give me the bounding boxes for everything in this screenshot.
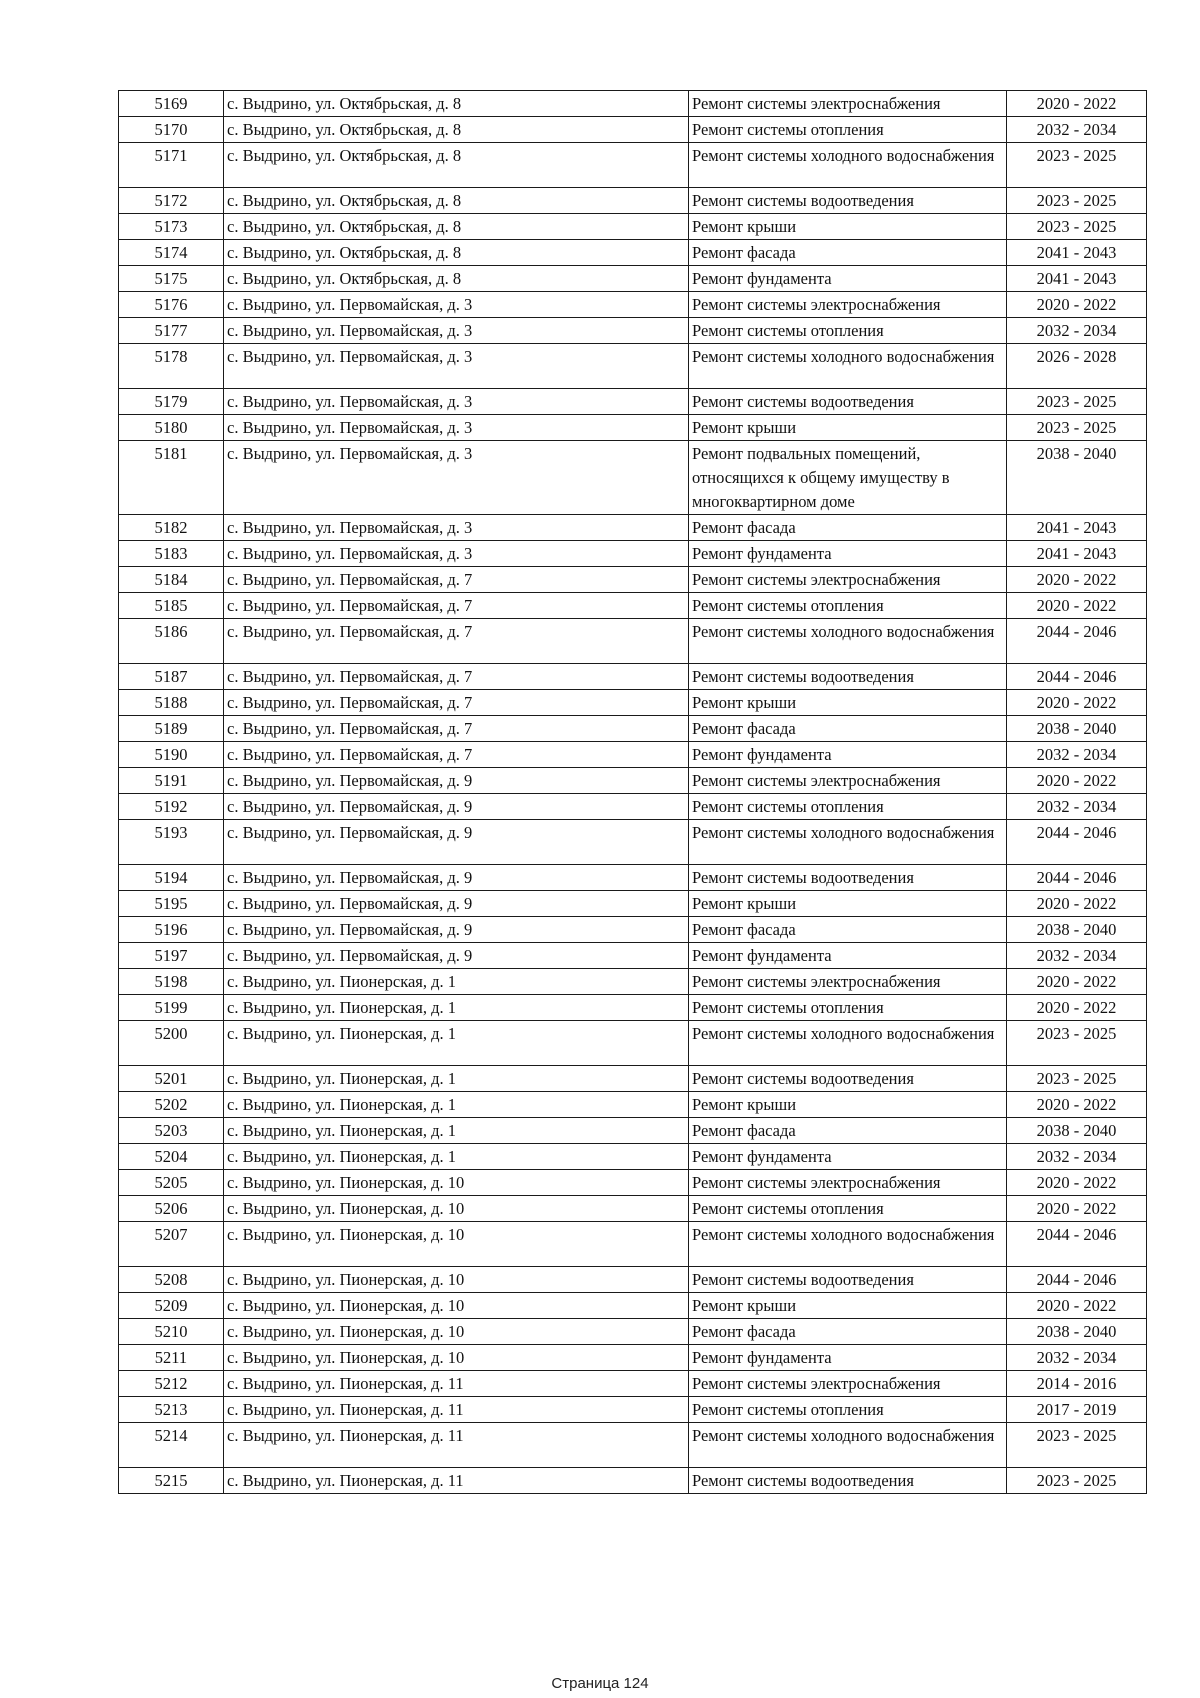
work-type-cell: Ремонт системы отопления (689, 995, 1007, 1021)
work-type-cell: Ремонт фасада (689, 1118, 1007, 1144)
period-cell: 2020 - 2022 (1007, 690, 1147, 716)
period-cell: 2044 - 2046 (1007, 1267, 1147, 1293)
period-cell: 2017 - 2019 (1007, 1397, 1147, 1423)
row-number-cell: 5206 (119, 1196, 224, 1222)
address-cell: с. Выдрино, ул. Октябрьская, д. 8 (224, 266, 689, 292)
row-number-cell: 5182 (119, 515, 224, 541)
period-cell: 2032 - 2034 (1007, 1144, 1147, 1170)
period-cell: 2032 - 2034 (1007, 318, 1147, 344)
period-cell: 2044 - 2046 (1007, 619, 1147, 664)
row-number-cell: 5194 (119, 865, 224, 891)
row-number-cell: 5211 (119, 1345, 224, 1371)
address-cell: с. Выдрино, ул. Первомайская, д. 9 (224, 768, 689, 794)
address-cell: с. Выдрино, ул. Пионерская, д. 1 (224, 1144, 689, 1170)
table-row (119, 917, 1147, 943)
work-type-cell: Ремонт фундамента (689, 943, 1007, 969)
work-type-cell: Ремонт фундамента (689, 266, 1007, 292)
address-cell: с. Выдрино, ул. Пионерская, д. 11 (224, 1371, 689, 1397)
period-cell: 2041 - 2043 (1007, 240, 1147, 266)
address-cell: с. Выдрино, ул. Первомайская, д. 9 (224, 891, 689, 917)
row-number-cell: 5183 (119, 541, 224, 567)
work-type-cell: Ремонт крыши (689, 214, 1007, 240)
address-cell: с. Выдрино, ул. Первомайская, д. 3 (224, 344, 689, 389)
row-number-cell: 5202 (119, 1092, 224, 1118)
table-row (119, 690, 1147, 716)
work-type-cell: Ремонт фундамента (689, 1345, 1007, 1371)
row-number-cell: 5214 (119, 1423, 224, 1468)
table-row (119, 794, 1147, 820)
address-cell: с. Выдрино, ул. Пионерская, д. 11 (224, 1397, 689, 1423)
work-type-cell: Ремонт фасада (689, 917, 1007, 943)
address-cell: с. Выдрино, ул. Первомайская, д. 3 (224, 318, 689, 344)
address-cell: с. Выдрино, ул. Пионерская, д. 10 (224, 1170, 689, 1196)
work-type-cell: Ремонт фасада (689, 515, 1007, 541)
row-number-cell: 5177 (119, 318, 224, 344)
address-cell: с. Выдрино, ул. Первомайская, д. 7 (224, 664, 689, 690)
address-cell: с. Выдрино, ул. Первомайская, д. 3 (224, 441, 689, 515)
period-cell: 2041 - 2043 (1007, 541, 1147, 567)
period-cell: 2020 - 2022 (1007, 91, 1147, 117)
work-type-cell: Ремонт системы холодного водоснабжения (689, 143, 1007, 188)
period-cell: 2023 - 2025 (1007, 143, 1147, 188)
address-cell: с. Выдрино, ул. Первомайская, д. 3 (224, 415, 689, 441)
page-number: Страница 124 (551, 1675, 649, 1692)
table-row (119, 943, 1147, 969)
table-row (119, 664, 1147, 690)
work-type-cell: Ремонт крыши (689, 891, 1007, 917)
period-cell: 2038 - 2040 (1007, 1118, 1147, 1144)
table-row (119, 1423, 1147, 1468)
work-type-cell: Ремонт системы холодного водоснабжения (689, 1021, 1007, 1066)
row-number-cell: 5191 (119, 768, 224, 794)
table-row (119, 415, 1147, 441)
address-cell: с. Выдрино, ул. Пионерская, д. 10 (224, 1319, 689, 1345)
period-cell: 2020 - 2022 (1007, 768, 1147, 794)
address-cell: с. Выдрино, ул. Первомайская, д. 7 (224, 593, 689, 619)
table-row (119, 214, 1147, 240)
table-row (119, 567, 1147, 593)
period-cell: 2044 - 2046 (1007, 820, 1147, 865)
period-cell: 2032 - 2034 (1007, 742, 1147, 768)
period-cell: 2026 - 2028 (1007, 344, 1147, 389)
row-number-cell: 5193 (119, 820, 224, 865)
address-cell: с. Выдрино, ул. Пионерская, д. 1 (224, 1118, 689, 1144)
address-cell: с. Выдрино, ул. Пионерская, д. 1 (224, 1066, 689, 1092)
work-type-cell: Ремонт системы отопления (689, 1196, 1007, 1222)
work-type-cell: Ремонт системы водоотведения (689, 188, 1007, 214)
row-number-cell: 5189 (119, 716, 224, 742)
period-cell: 2032 - 2034 (1007, 794, 1147, 820)
work-type-cell: Ремонт системы отопления (689, 1397, 1007, 1423)
period-cell: 2023 - 2025 (1007, 214, 1147, 240)
table-row (119, 91, 1147, 117)
address-cell: с. Выдрино, ул. Пионерская, д. 10 (224, 1345, 689, 1371)
row-number-cell: 5184 (119, 567, 224, 593)
row-number-cell: 5178 (119, 344, 224, 389)
work-type-cell: Ремонт системы электроснабжения (689, 1371, 1007, 1397)
address-cell: с. Выдрино, ул. Октябрьская, д. 8 (224, 240, 689, 266)
row-number-cell: 5210 (119, 1319, 224, 1345)
row-number-cell: 5181 (119, 441, 224, 515)
row-number-cell: 5215 (119, 1468, 224, 1494)
period-cell: 2041 - 2043 (1007, 266, 1147, 292)
address-cell: с. Выдрино, ул. Октябрьская, д. 8 (224, 188, 689, 214)
address-cell: с. Выдрино, ул. Первомайская, д. 9 (224, 917, 689, 943)
work-type-cell: Ремонт системы водоотведения (689, 389, 1007, 415)
address-cell: с. Выдрино, ул. Первомайская, д. 9 (224, 943, 689, 969)
table-row (119, 515, 1147, 541)
row-number-cell: 5187 (119, 664, 224, 690)
period-cell: 2038 - 2040 (1007, 441, 1147, 515)
row-number-cell: 5175 (119, 266, 224, 292)
address-cell: с. Выдрино, ул. Пионерская, д. 1 (224, 995, 689, 1021)
row-number-cell: 5209 (119, 1293, 224, 1319)
table-row (119, 188, 1147, 214)
table-row (119, 541, 1147, 567)
period-cell: 2023 - 2025 (1007, 1468, 1147, 1494)
address-cell: с. Выдрино, ул. Первомайская, д. 7 (224, 567, 689, 593)
table-row (119, 1371, 1147, 1397)
table-row (119, 1267, 1147, 1293)
work-type-cell: Ремонт системы электроснабжения (689, 768, 1007, 794)
address-cell: с. Выдрино, ул. Пионерская, д. 1 (224, 969, 689, 995)
work-type-cell: Ремонт крыши (689, 1092, 1007, 1118)
row-number-cell: 5186 (119, 619, 224, 664)
period-cell: 2032 - 2034 (1007, 943, 1147, 969)
address-cell: с. Выдрино, ул. Пионерская, д. 10 (224, 1293, 689, 1319)
period-cell: 2020 - 2022 (1007, 1170, 1147, 1196)
work-type-cell: Ремонт системы отопления (689, 593, 1007, 619)
table-row (119, 865, 1147, 891)
period-cell: 2041 - 2043 (1007, 515, 1147, 541)
row-number-cell: 5196 (119, 917, 224, 943)
table-row (119, 1118, 1147, 1144)
work-type-cell: Ремонт системы водоотведения (689, 664, 1007, 690)
address-cell: с. Выдрино, ул. Первомайская, д. 7 (224, 742, 689, 768)
work-type-cell: Ремонт фундамента (689, 541, 1007, 567)
row-number-cell: 5171 (119, 143, 224, 188)
row-number-cell: 5176 (119, 292, 224, 318)
work-type-cell: Ремонт системы холодного водоснабжения (689, 1222, 1007, 1267)
address-cell: с. Выдрино, ул. Пионерская, д. 1 (224, 1021, 689, 1066)
row-number-cell: 5207 (119, 1222, 224, 1267)
period-cell: 2038 - 2040 (1007, 716, 1147, 742)
table-row (119, 593, 1147, 619)
table-row (119, 1319, 1147, 1345)
row-number-cell: 5213 (119, 1397, 224, 1423)
row-number-cell: 5200 (119, 1021, 224, 1066)
period-cell: 2032 - 2034 (1007, 117, 1147, 143)
table-row (119, 716, 1147, 742)
period-cell: 2023 - 2025 (1007, 188, 1147, 214)
table-row (119, 1397, 1147, 1423)
period-cell: 2038 - 2040 (1007, 917, 1147, 943)
table-row (119, 1144, 1147, 1170)
period-cell: 2020 - 2022 (1007, 969, 1147, 995)
table-row (119, 1066, 1147, 1092)
work-type-cell: Ремонт системы холодного водоснабжения (689, 344, 1007, 389)
row-number-cell: 5212 (119, 1371, 224, 1397)
table-row (119, 240, 1147, 266)
work-type-cell: Ремонт системы холодного водоснабжения (689, 1423, 1007, 1468)
table-row (119, 1196, 1147, 1222)
period-cell: 2023 - 2025 (1007, 415, 1147, 441)
row-number-cell: 5201 (119, 1066, 224, 1092)
address-cell: с. Выдрино, ул. Октябрьская, д. 8 (224, 117, 689, 143)
work-type-cell: Ремонт крыши (689, 1293, 1007, 1319)
address-cell: с. Выдрино, ул. Октябрьская, д. 8 (224, 214, 689, 240)
table-row (119, 318, 1147, 344)
address-cell: с. Выдрино, ул. Пионерская, д. 10 (224, 1196, 689, 1222)
period-cell: 2023 - 2025 (1007, 1423, 1147, 1468)
row-number-cell: 5197 (119, 943, 224, 969)
work-type-cell: Ремонт фундамента (689, 1144, 1007, 1170)
table-row (119, 969, 1147, 995)
row-number-cell: 5208 (119, 1267, 224, 1293)
table-row (119, 1345, 1147, 1371)
period-cell: 2020 - 2022 (1007, 593, 1147, 619)
address-cell: с. Выдрино, ул. Первомайская, д. 9 (224, 865, 689, 891)
row-number-cell: 5172 (119, 188, 224, 214)
row-number-cell: 5179 (119, 389, 224, 415)
table-row (119, 1021, 1147, 1066)
table-body (119, 91, 1147, 1494)
work-type-cell: Ремонт системы отопления (689, 117, 1007, 143)
address-cell: с. Выдрино, ул. Октябрьская, д. 8 (224, 143, 689, 188)
address-cell: с. Выдрино, ул. Первомайская, д. 7 (224, 716, 689, 742)
period-cell: 2020 - 2022 (1007, 1092, 1147, 1118)
address-cell: с. Выдрино, ул. Первомайская, д. 3 (224, 541, 689, 567)
work-type-cell: Ремонт системы водоотведения (689, 1267, 1007, 1293)
period-cell: 2023 - 2025 (1007, 389, 1147, 415)
table-row (119, 143, 1147, 188)
period-cell: 2020 - 2022 (1007, 1196, 1147, 1222)
address-cell: с. Выдрино, ул. Пионерская, д. 1 (224, 1092, 689, 1118)
row-number-cell: 5173 (119, 214, 224, 240)
work-type-cell: Ремонт крыши (689, 690, 1007, 716)
period-cell: 2032 - 2034 (1007, 1345, 1147, 1371)
table-row (119, 389, 1147, 415)
work-type-cell: Ремонт системы отопления (689, 794, 1007, 820)
period-cell: 2044 - 2046 (1007, 865, 1147, 891)
work-type-cell: Ремонт фасада (689, 1319, 1007, 1345)
period-cell: 2044 - 2046 (1007, 1222, 1147, 1267)
row-number-cell: 5195 (119, 891, 224, 917)
address-cell: с. Выдрино, ул. Первомайская, д. 7 (224, 690, 689, 716)
work-type-cell: Ремонт фасада (689, 240, 1007, 266)
row-number-cell: 5170 (119, 117, 224, 143)
table-row (119, 1293, 1147, 1319)
address-cell: с. Выдрино, ул. Первомайская, д. 9 (224, 794, 689, 820)
work-type-cell: Ремонт системы водоотведения (689, 1066, 1007, 1092)
address-cell: с. Выдрино, ул. Пионерская, д. 10 (224, 1267, 689, 1293)
table-row (119, 441, 1147, 515)
table-row (119, 619, 1147, 664)
work-type-cell: Ремонт фасада (689, 716, 1007, 742)
period-cell: 2023 - 2025 (1007, 1066, 1147, 1092)
work-type-cell: Ремонт крыши (689, 415, 1007, 441)
address-cell: с. Выдрино, ул. Пионерская, д. 11 (224, 1423, 689, 1468)
row-number-cell: 5192 (119, 794, 224, 820)
period-cell: 2020 - 2022 (1007, 891, 1147, 917)
period-cell: 2020 - 2022 (1007, 292, 1147, 318)
period-cell: 2044 - 2046 (1007, 664, 1147, 690)
table-row (119, 742, 1147, 768)
period-cell: 2020 - 2022 (1007, 1293, 1147, 1319)
work-type-cell: Ремонт системы холодного водоснабжения (689, 619, 1007, 664)
work-type-cell: Ремонт системы электроснабжения (689, 1170, 1007, 1196)
table-row (119, 768, 1147, 794)
period-cell: 2020 - 2022 (1007, 567, 1147, 593)
table-row (119, 117, 1147, 143)
address-cell: с. Выдрино, ул. Октябрьская, д. 8 (224, 91, 689, 117)
address-cell: с. Выдрино, ул. Первомайская, д. 3 (224, 389, 689, 415)
repair-schedule-table (118, 90, 1147, 1494)
work-type-cell: Ремонт системы электроснабжения (689, 292, 1007, 318)
table-row (119, 292, 1147, 318)
row-number-cell: 5174 (119, 240, 224, 266)
work-type-cell: Ремонт системы электроснабжения (689, 567, 1007, 593)
row-number-cell: 5198 (119, 969, 224, 995)
table-row (119, 1170, 1147, 1196)
period-cell: 2020 - 2022 (1007, 995, 1147, 1021)
table-row (119, 1468, 1147, 1494)
address-cell: с. Выдрино, ул. Пионерская, д. 10 (224, 1222, 689, 1267)
row-number-cell: 5190 (119, 742, 224, 768)
period-cell: 2014 - 2016 (1007, 1371, 1147, 1397)
work-type-cell: Ремонт системы холодного водоснабжения (689, 820, 1007, 865)
table-row (119, 1092, 1147, 1118)
table-row (119, 820, 1147, 865)
work-type-cell: Ремонт фундамента (689, 742, 1007, 768)
table-row (119, 995, 1147, 1021)
row-number-cell: 5204 (119, 1144, 224, 1170)
work-type-cell: Ремонт системы электроснабжения (689, 91, 1007, 117)
address-cell: с. Выдрино, ул. Первомайская, д. 3 (224, 292, 689, 318)
row-number-cell: 5169 (119, 91, 224, 117)
row-number-cell: 5188 (119, 690, 224, 716)
row-number-cell: 5199 (119, 995, 224, 1021)
address-cell: с. Выдрино, ул. Пионерская, д. 11 (224, 1468, 689, 1494)
table-row (119, 344, 1147, 389)
work-type-cell: Ремонт системы отопления (689, 318, 1007, 344)
row-number-cell: 5185 (119, 593, 224, 619)
table-row (119, 1222, 1147, 1267)
address-cell: с. Выдрино, ул. Первомайская, д. 3 (224, 515, 689, 541)
work-type-cell: Ремонт подвальных помещений, относящихся к общему имуществу в многоквартирном доме (689, 441, 1007, 515)
period-cell: 2038 - 2040 (1007, 1319, 1147, 1345)
period-cell: 2023 - 2025 (1007, 1021, 1147, 1066)
address-cell: с. Выдрино, ул. Первомайская, д. 9 (224, 820, 689, 865)
work-type-cell: Ремонт системы водоотведения (689, 1468, 1007, 1494)
table-row (119, 266, 1147, 292)
row-number-cell: 5180 (119, 415, 224, 441)
row-number-cell: 5203 (119, 1118, 224, 1144)
row-number-cell: 5205 (119, 1170, 224, 1196)
address-cell: с. Выдрино, ул. Первомайская, д. 7 (224, 619, 689, 664)
work-type-cell: Ремонт системы электроснабжения (689, 969, 1007, 995)
work-type-cell: Ремонт системы водоотведения (689, 865, 1007, 891)
table-row (119, 891, 1147, 917)
